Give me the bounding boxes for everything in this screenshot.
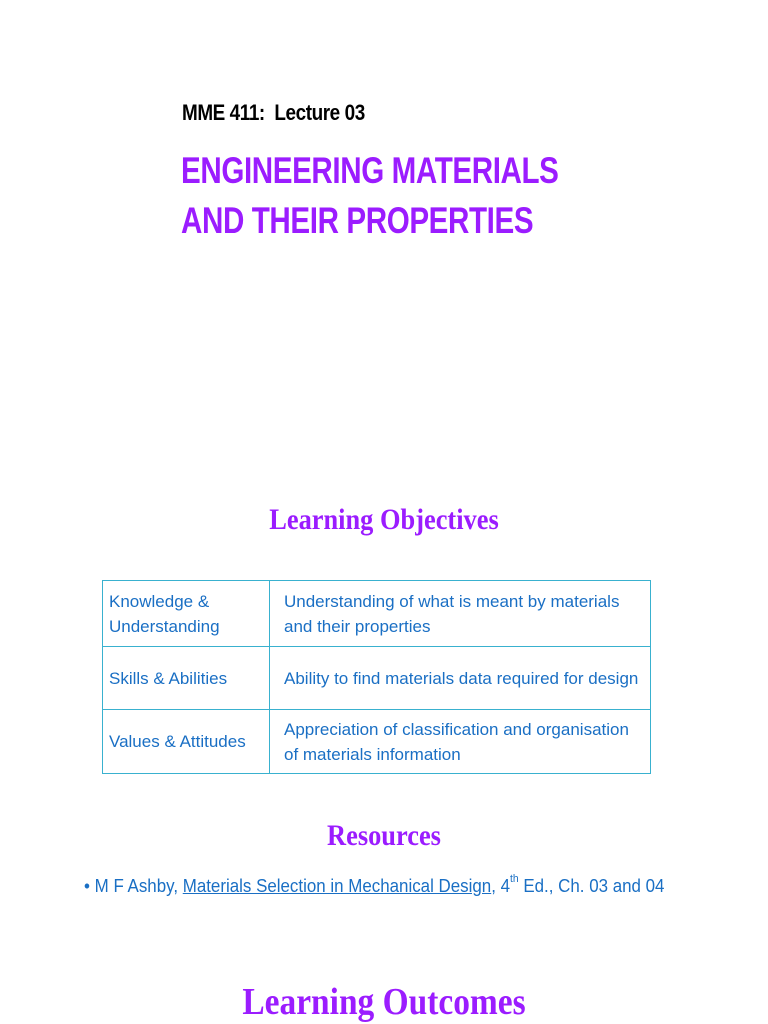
table-row <box>103 581 651 647</box>
lecture-title-line-2: AND THEIR PROPERTIES <box>181 200 534 241</box>
course-lecture-label: MME 411: Lecture 03 <box>182 100 365 125</box>
table-row <box>103 710 651 774</box>
objective-description-text: of materials information <box>284 744 461 764</box>
objective-category-text: Values & Attitudes <box>109 732 246 751</box>
resource-edition-suffix: Ed., Ch. 03 and 04 <box>518 876 665 896</box>
resource-edition-superscript: th <box>510 873 519 885</box>
objective-category-text: Knowledge & <box>109 591 210 611</box>
objective-category-cell <box>103 581 270 647</box>
resource-item <box>84 873 665 897</box>
lecture-title-line-1: ENGINEERING MATERIALS <box>181 150 559 191</box>
lecture-title <box>181 146 559 246</box>
resource-book-link[interactable]: Materials Selection in Mechanical Design <box>182 876 492 896</box>
resource-edition-prefix: , 4 <box>491 876 511 896</box>
bullet-icon: • <box>84 876 90 896</box>
learning-objectives-table <box>102 580 651 774</box>
objective-description-text: Understanding of what is meant by materials <box>284 591 620 611</box>
table-row <box>103 647 651 710</box>
objective-category-cell <box>103 710 270 774</box>
objective-description-text: Ability to find materials data required for design <box>284 668 639 688</box>
learning-outcomes-heading: Learning Outcomes <box>242 981 526 1023</box>
objective-description-cell <box>270 710 651 774</box>
learning-objectives-heading: Learning Objectives <box>269 503 499 536</box>
objective-category-text: Understanding <box>109 616 220 636</box>
objective-description-text: Appreciation of classification and organisation <box>284 719 629 739</box>
resource-author: M F Ashby, <box>94 876 183 896</box>
objective-category-text: Skills & Abilities <box>109 668 228 688</box>
resources-heading: Resources <box>327 819 441 852</box>
objective-description-cell <box>270 581 651 647</box>
objective-description-text: and their properties <box>284 616 431 636</box>
objective-description-cell <box>270 647 651 710</box>
objective-category-cell <box>103 647 270 710</box>
